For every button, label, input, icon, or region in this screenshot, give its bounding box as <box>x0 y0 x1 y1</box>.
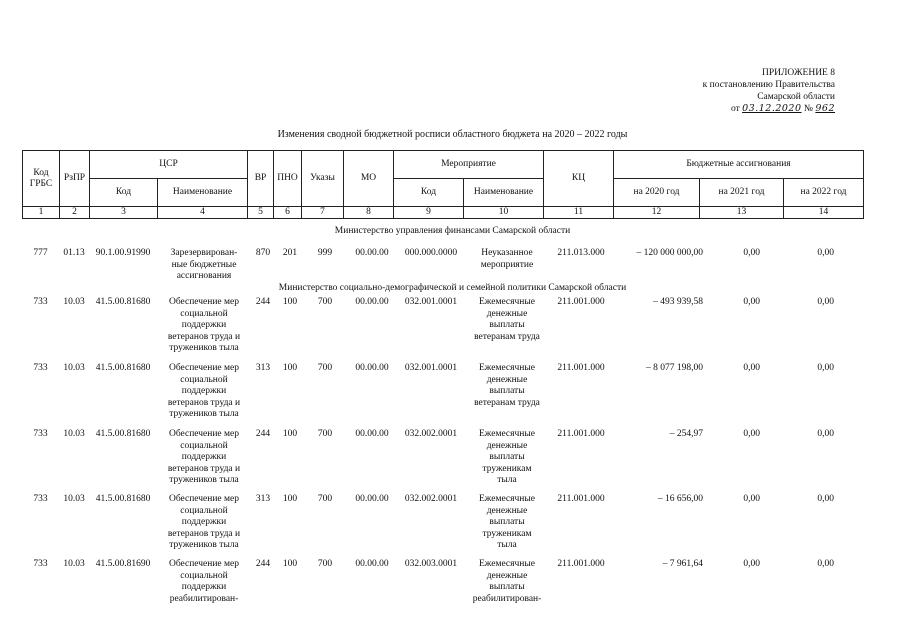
cell-csr-code: 41.5.00.81680 <box>95 363 151 373</box>
cell-vr: 313 <box>255 494 271 504</box>
cell-vr: 244 <box>255 297 271 307</box>
column-number: 6 <box>274 207 302 219</box>
cell-csr-code: 41.5.00.81680 <box>95 297 151 307</box>
cell-grbs: 733 <box>33 297 48 307</box>
cell-csr-name: Обеспечение мер социальной поддержки реабилитирован- <box>168 559 240 604</box>
cell-grbs: 733 <box>33 559 48 569</box>
cell-2020: – 120 000 000,00 <box>636 248 703 258</box>
date-value: 03.12.2020 <box>742 103 802 114</box>
column-number: 10 <box>464 207 544 219</box>
header-kc: КЦ <box>544 151 614 207</box>
cell-2021: 0,00 <box>743 494 760 504</box>
page-title: Изменения сводной бюджетной росписи областного бюджета на 2020 – 2022 годы <box>277 129 628 140</box>
cell-csr-code: 90.1.00.91990 <box>95 248 151 258</box>
cell-csr-code: 41.5.00.81680 <box>95 429 151 439</box>
cell-kc: 211.001.000 <box>557 297 605 307</box>
cell-kc: 211.001.000 <box>557 363 605 373</box>
cell-grbs: 777 <box>33 248 48 258</box>
cell-grbs: 733 <box>33 494 48 504</box>
header-year-2021: на 2021 год <box>700 179 784 207</box>
appendix-region: Самарской области <box>757 92 835 102</box>
header-year-2020: на 2020 год <box>614 179 700 207</box>
cell-2020: – 254,97 <box>669 429 703 439</box>
section-title: Министерство управления финансами Самарской области <box>334 226 571 236</box>
cell-csr-code: 41.5.00.81690 <box>95 559 151 569</box>
cell-event-code: 032.001.0001 <box>404 297 458 307</box>
cell-kc: 211.001.000 <box>557 429 605 439</box>
cell-2020: – 8 077 198,00 <box>646 363 703 373</box>
cell-pno: 201 <box>282 248 298 258</box>
column-number: 2 <box>60 207 90 219</box>
cell-ukazy: 700 <box>317 559 333 569</box>
cell-csr-name: Обеспечение мер социальной поддержки ветеранов труда и тружеников тыла <box>167 363 241 419</box>
cell-rzpr: 10.03 <box>63 494 85 504</box>
header-ukazy: Указы <box>302 151 344 207</box>
date-prefix: от <box>730 104 740 114</box>
cell-event-code: 032.001.0001 <box>404 363 458 373</box>
number-value: 962 <box>815 103 835 114</box>
cell-csr-name: Обеспечение мер социальной поддержки ветеранов труда и тружеников тыла <box>167 297 241 353</box>
cell-ukazy: 700 <box>317 363 333 373</box>
cell-2022: 0,00 <box>817 297 834 307</box>
cell-csr-name: Обеспечение мер социальной поддержки ветеранов труда и тружеников тыла <box>167 429 241 485</box>
cell-event-name: Ежемесячные денежные выплаты труженикам тыла <box>479 494 535 550</box>
cell-event-name: Ежемесячные денежные выплаты ветеранам труда <box>474 297 540 342</box>
cell-kc: 211.001.000 <box>557 494 605 504</box>
cell-vr: 244 <box>255 429 271 439</box>
cell-2020: – 493 939,58 <box>653 297 703 307</box>
appendix-date-line <box>605 103 835 115</box>
section-title: Министерство социально-демографической и семейной политики Самарской области <box>278 283 627 293</box>
header-event-name: Наименование <box>464 179 544 207</box>
header-vr: ВР <box>248 151 274 207</box>
cell-csr-name: Обеспечение мер социальной поддержки ветеранов труда и тружеников тыла <box>167 494 241 550</box>
appendix-decree: к постановлению Правительства <box>702 80 835 90</box>
cell-event-code: 032.002.0001 <box>404 494 458 504</box>
cell-event-code: 032.002.0001 <box>404 429 458 439</box>
cell-event-code: 000.000.0000 <box>404 248 458 258</box>
table-header <box>22 150 864 219</box>
cell-mo: 00.00.00 <box>355 559 389 569</box>
header-csr: ЦСР <box>90 151 248 179</box>
cell-mo: 00.00.00 <box>355 494 389 504</box>
header-grbs: Код ГРБС <box>23 151 60 207</box>
cell-vr: 870 <box>255 248 271 258</box>
cell-ukazy: 700 <box>317 494 333 504</box>
column-number: 14 <box>784 207 864 219</box>
header-event: Мероприятие <box>394 151 544 179</box>
header-assignments: Бюджетные ассигнования <box>614 151 864 179</box>
cell-pno: 100 <box>282 297 298 307</box>
cell-csr-code: 41.5.00.81680 <box>95 494 151 504</box>
cell-rzpr: 10.03 <box>63 559 85 569</box>
column-number: 11 <box>544 207 614 219</box>
cell-ukazy: 700 <box>317 297 333 307</box>
header-year-2022: на 2022 год <box>784 179 864 207</box>
cell-2021: 0,00 <box>743 248 760 258</box>
cell-2022: 0,00 <box>817 429 834 439</box>
cell-event-name: Ежемесячные денежные выплаты ветеранам труда <box>474 363 540 408</box>
column-number: 7 <box>302 207 344 219</box>
column-number: 13 <box>700 207 784 219</box>
header-csr-code: Код <box>90 179 158 207</box>
cell-vr: 313 <box>255 363 271 373</box>
column-number: 12 <box>614 207 700 219</box>
cell-2022: 0,00 <box>817 494 834 504</box>
appendix-label: ПРИЛОЖЕНИЕ 8 <box>761 68 835 78</box>
cell-2021: 0,00 <box>743 363 760 373</box>
cell-pno: 100 <box>282 363 298 373</box>
cell-mo: 00.00.00 <box>355 363 389 373</box>
cell-pno: 100 <box>282 559 298 569</box>
cell-mo: 00.00.00 <box>355 248 389 258</box>
cell-event-name: Ежемесячные денежные выплаты реабилитирован- <box>472 559 542 604</box>
number-prefix: № <box>803 104 813 114</box>
cell-event-code: 032.003.0001 <box>404 559 458 569</box>
cell-grbs: 733 <box>33 363 48 373</box>
column-number: 1 <box>23 207 60 219</box>
column-number: 9 <box>394 207 464 219</box>
column-number: 3 <box>90 207 158 219</box>
cell-kc: 211.013.000 <box>557 248 605 258</box>
header-mo: МО <box>344 151 394 207</box>
header-rzpr: РзПР <box>60 151 90 207</box>
cell-ukazy: 999 <box>317 248 333 258</box>
cell-rzpr: 10.03 <box>63 363 85 373</box>
header-event-code: Код <box>394 179 464 207</box>
cell-2022: 0,00 <box>817 363 834 373</box>
cell-grbs: 733 <box>33 429 48 439</box>
cell-event-name: Неуказанное мероприятие <box>480 248 534 270</box>
header-csr-name: Наименование <box>158 179 248 207</box>
column-number: 5 <box>248 207 274 219</box>
cell-kc: 211.001.000 <box>557 559 605 569</box>
cell-ukazy: 700 <box>317 429 333 439</box>
cell-2021: 0,00 <box>743 297 760 307</box>
cell-rzpr: 01.13 <box>63 248 85 258</box>
cell-2022: 0,00 <box>817 248 834 258</box>
cell-2020: – 7 961,64 <box>662 559 703 569</box>
cell-rzpr: 10.03 <box>63 297 85 307</box>
cell-event-name: Ежемесячные денежные выплаты труженикам тыла <box>479 429 535 485</box>
cell-rzpr: 10.03 <box>63 429 85 439</box>
cell-vr: 244 <box>255 559 271 569</box>
cell-mo: 00.00.00 <box>355 297 389 307</box>
column-number: 4 <box>158 207 248 219</box>
column-number: 8 <box>344 207 394 219</box>
cell-pno: 100 <box>282 429 298 439</box>
cell-2022: 0,00 <box>817 559 834 569</box>
cell-2021: 0,00 <box>743 559 760 569</box>
appendix-block <box>605 67 835 115</box>
header-pno: ПНО <box>274 151 302 207</box>
cell-2021: 0,00 <box>743 429 760 439</box>
cell-mo: 00.00.00 <box>355 429 389 439</box>
cell-csr-name: Зарезервирован- ные бюджетные ассигнования <box>170 248 238 281</box>
cell-pno: 100 <box>282 494 298 504</box>
cell-2020: – 16 656,00 <box>657 494 703 504</box>
